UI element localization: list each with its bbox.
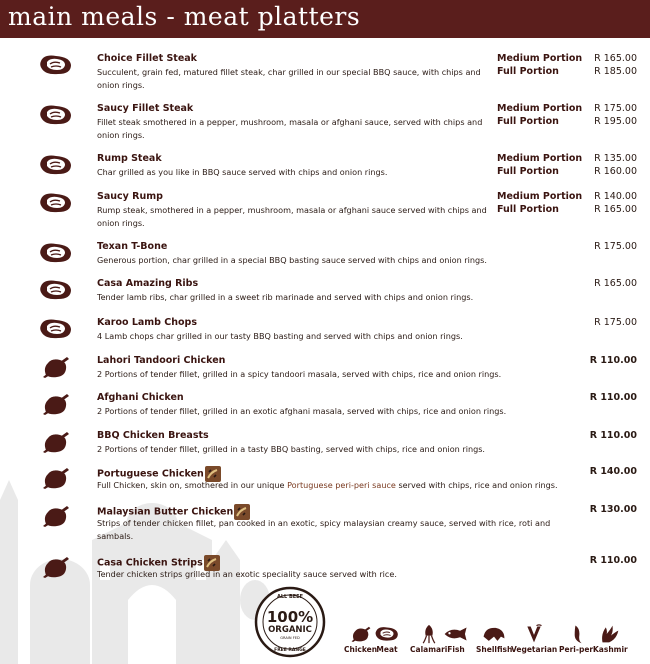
chicken-icon — [38, 430, 74, 454]
portion-price: R 165.00 — [594, 53, 637, 64]
item-name: Saucy Fillet Steak — [97, 103, 194, 114]
item-price: R 110.00 — [589, 392, 637, 403]
portion-price: R 140.00 — [594, 191, 637, 202]
seal-sub-text: ORGANIC — [268, 625, 312, 635]
portion-label: Medium Portion — [497, 53, 583, 64]
meat-icon — [38, 103, 74, 127]
item-description: Succulent, grain fed, matured fillet steak, char grilled in our special BBQ sauce, with chips and onion rings. — [97, 67, 481, 90]
legend-item-peri-peri — [559, 624, 596, 654]
item-price: R 110.00 — [589, 430, 637, 441]
vegetarian-icon — [511, 624, 557, 644]
seal-small-text: GRAIN FED — [280, 636, 300, 640]
item-name: Lahori Tandoori Chicken — [97, 355, 226, 366]
item-name: Casa Chicken Strips — [97, 555, 220, 571]
portion-label: Full Portion — [497, 204, 559, 215]
item-name: Rump Steak — [97, 153, 162, 164]
legend-label: Peri-peri — [559, 645, 596, 654]
item-name: Texan T-Bone — [97, 241, 168, 252]
meat-icon — [38, 241, 74, 265]
meat-icon — [38, 153, 74, 177]
meat-icon — [38, 191, 74, 215]
item-description: Fillet steak smothered in a pepper, mushroom, masala or afghani sauce, served with chips and onion rings. — [97, 117, 483, 140]
meat-icon — [38, 317, 74, 341]
item-description: Strips of tender chicken fillet, pan cooked in an exotic, spicy malaysian creamy sauce, served with rice, roti and sambals. — [97, 518, 551, 541]
legend-item-fish — [443, 624, 469, 654]
item-name: Afghani Chicken — [97, 392, 184, 403]
portion-label: Full Portion — [497, 166, 559, 177]
item-name: Malaysian Butter Chicken — [97, 504, 250, 520]
peri-peri-icon — [559, 624, 596, 644]
item-description: 2 Portions of tender fillet, grilled in a spicy tandoori masala, served with chips, rice and onion rings. — [97, 369, 502, 379]
organic-seal-badge — [254, 586, 326, 658]
portion-price: R 185.00 — [594, 66, 637, 77]
shellfish-icon — [476, 624, 512, 644]
meat-icon — [38, 278, 74, 302]
legend-label: Meat — [376, 645, 398, 654]
portion-price: R 175.00 — [594, 103, 637, 114]
calamari-icon — [410, 624, 447, 644]
item-description: Rump steak, smothered in a pepper, mushroom, masala or afghani sauce served with chips and onion rings. — [97, 205, 487, 228]
legend-label: Chicken — [344, 645, 378, 654]
portion-price: R 160.00 — [594, 166, 637, 177]
legend-label: Fish — [447, 645, 465, 654]
fish-icon — [443, 624, 469, 644]
portion-label: Medium Portion — [497, 103, 583, 114]
icon-legend — [340, 624, 640, 664]
item-description: 4 Lamb chops char grilled in our tasty BBQ basting and served with chips and onion rings. — [97, 331, 463, 341]
chicken-icon — [38, 466, 74, 490]
page-title: main meals - meat platters — [8, 2, 361, 31]
item-description: Generous portion, char grilled in a special BBQ basting sauce served with chips and onion rings. — [97, 255, 487, 265]
legend-label: Kashmir — [593, 645, 628, 654]
meat-icon — [38, 53, 74, 77]
item-price: R 130.00 — [589, 504, 637, 515]
legend-item-calamari — [410, 624, 447, 654]
chicken-icon — [38, 555, 74, 579]
legend-label: Shellfish — [476, 645, 513, 654]
item-description: 2 Portions of tender fillet, grilled in a tasty BBQ basting, served with chips, rice and onion rings. — [97, 444, 485, 454]
meat-icon — [374, 624, 400, 644]
portion-price: R 135.00 — [594, 153, 637, 164]
item-price: R 175.00 — [594, 317, 637, 328]
item-price: R 110.00 — [589, 355, 637, 366]
item-price: R 110.00 — [589, 555, 637, 566]
portion-label: Medium Portion — [497, 153, 583, 164]
legend-item-shellfish — [476, 624, 512, 654]
item-name: Karoo Lamb Chops — [97, 317, 198, 328]
item-price: R 140.00 — [589, 466, 637, 477]
portion-label: Medium Portion — [497, 191, 583, 202]
item-description: 2 Portions of tender fillet, grilled in an exotic afghani masala, served with chips, rice and onion rings. — [97, 406, 507, 416]
seal-main-text: 100% — [266, 608, 314, 626]
legend-label: Vegetarian — [511, 645, 558, 654]
item-description: Tender lamb ribs, char grilled in a sweet rib marinade and served with chips and onion rings. — [97, 292, 474, 302]
portion-price: R 195.00 — [594, 116, 637, 127]
item-name: Portuguese Chicken — [97, 466, 221, 482]
item-name: Saucy Rump — [97, 191, 163, 202]
portion-label: Full Portion — [497, 66, 559, 77]
legend-label: Calamari — [410, 645, 448, 654]
legend-item-kashmir — [593, 624, 628, 654]
item-description: Char grilled as you like in BBQ sauce served with chips and onion rings. — [97, 167, 388, 177]
chicken-icon — [38, 504, 74, 528]
chicken-icon — [38, 355, 74, 379]
item-name: BBQ Chicken Breasts — [97, 430, 209, 441]
portion-price: R 165.00 — [594, 204, 637, 215]
seal-bottom-text: FREE RANGE — [274, 648, 306, 653]
item-description — [97, 479, 597, 492]
portion-label: Full Portion — [497, 116, 559, 127]
item-price: R 165.00 — [594, 278, 637, 289]
kashmir-icon — [593, 624, 628, 644]
menu-header — [0, 0, 650, 38]
item-name: Choice Fillet Steak — [97, 53, 198, 64]
legend-item-chicken — [344, 624, 377, 654]
item-description: Tender chicken strips grilled in an exotic speciality sauce served with rice. — [97, 569, 397, 579]
chicken-icon — [38, 392, 74, 416]
chicken-icon — [344, 624, 377, 644]
item-name: Casa Amazing Ribs — [97, 278, 199, 289]
seal-top-text: ALL BEEF — [276, 594, 304, 600]
legend-item-vegetarian — [511, 624, 557, 654]
item-price: R 175.00 — [594, 241, 637, 252]
description-part: Portuguese peri-peri sauce — [287, 480, 396, 490]
description-part: served with chips, rice and onion rings. — [395, 480, 558, 490]
legend-item-meat — [374, 624, 400, 654]
description-part: Full Chicken, skin on, smothered in our unique — [97, 480, 288, 490]
